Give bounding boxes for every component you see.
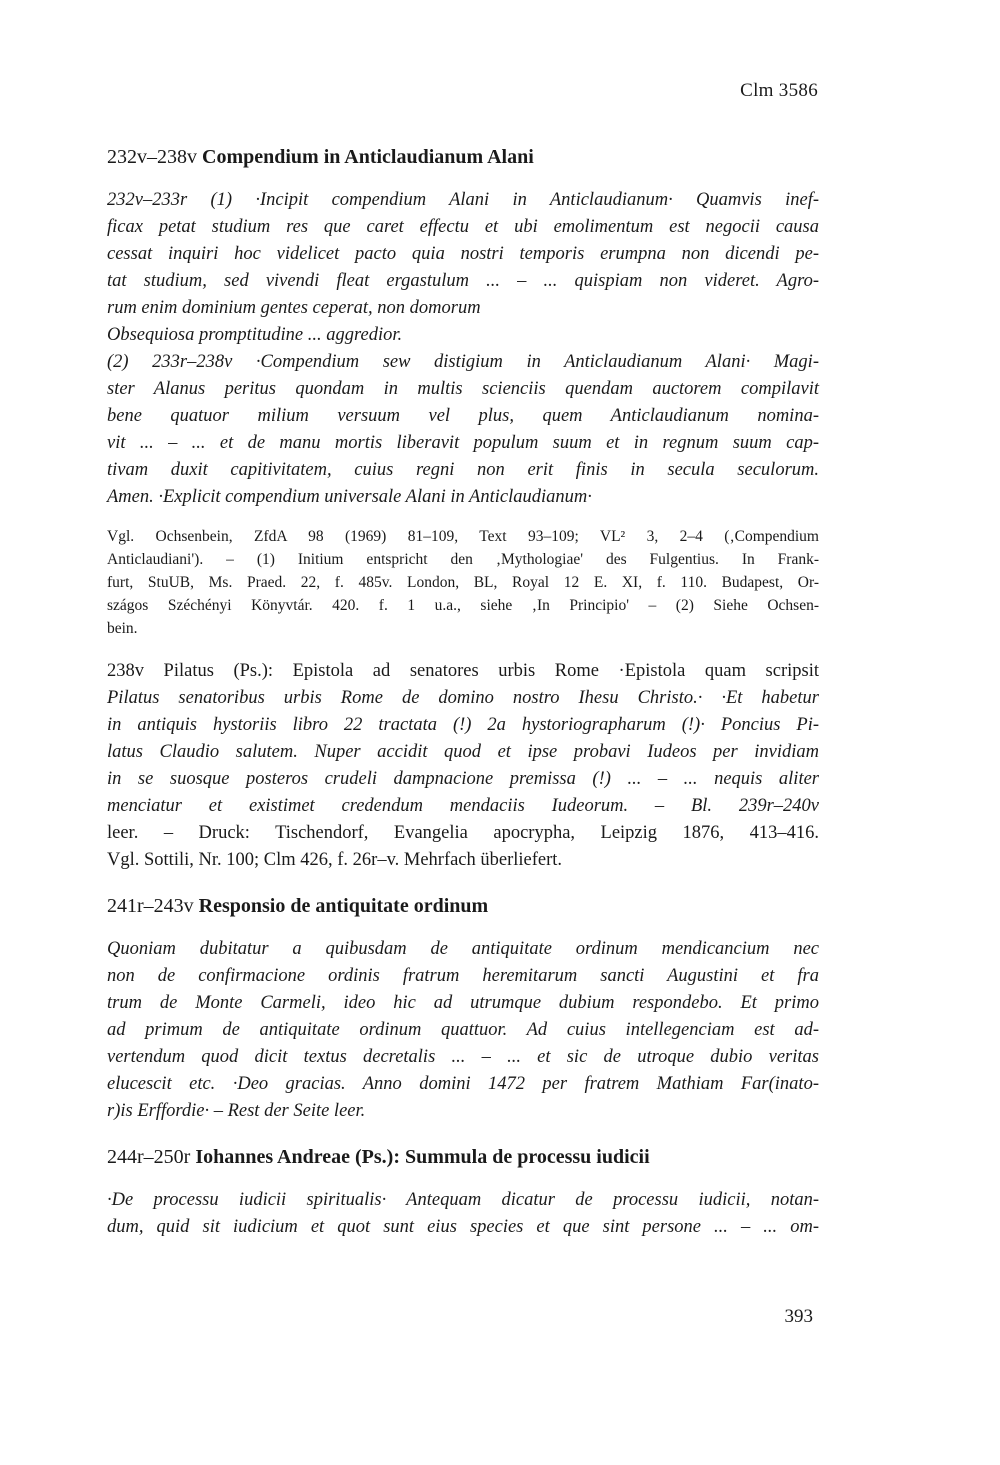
text-line: Pilatus senatoribus urbis Rome de domino nostro Ihesu Christo.· ·Et habetur [107,688,819,708]
entry-text [107,936,819,1125]
text-line: Obsequiosa promptitudine ... aggredior. [107,325,403,345]
entry-note [107,525,819,640]
entry-text [107,187,819,511]
entry-location: 232v–238v [107,146,197,168]
page-content [107,143,819,1241]
text-line: r)is Erffordie· – Rest der Seite leer. [107,1101,366,1121]
entry-title: Responsio de antiquitate ordinum [198,895,489,917]
page-number: 393 [784,1306,813,1327]
entry-heading [107,1143,819,1171]
entry-heading [107,892,819,920]
text-line: ·De processu iudicii spiritualis· Antequam dicatur de processu iudicii, notan- [107,1190,819,1210]
text-line: menciatur et existimet credendum mendaciis Iudeorum. – Bl. 239r–240v [107,796,819,816]
text-line: leer. – Druck: Tischendorf, Evangelia apocrypha, Leipzig 1876, 413–416. [107,823,819,843]
text-line: tivam duxit capitivitatem, cuius regni non erit finis in secula seculorum. [107,460,819,480]
text-line: ad primum de antiquitate ordinum quattuor. Ad cuius intellegenciam est ad- [107,1020,819,1040]
note-line: furt, StuUB, Ms. Praed. 22, f. 485v. London, BL, Royal 12 E. XI, f. 110. Budapest, Or- [107,574,819,591]
entry-title: Iohannes Andreae (Ps.): Summula de processu iudicii [195,1146,650,1168]
text-line: tat studium, sed vivendi fleat ergastulum ... – ... quispiam non videret. Agro- [107,271,819,291]
text-line: in antiquis hystoriis libro 22 tractata (!) 2a hystoriographarum (!)· Poncius Pi- [107,715,819,735]
note-line: szágos Széchényi Könyvtár. 420. f. 1 u.a., siehe ‚In Principio' – (2) Siehe Ochsen- [107,597,819,614]
note-line: bein. [107,620,138,637]
text-line: elucescit etc. ·Deo gracias. Anno domini 1472 per fratrem Mathiam Far(inato- [107,1074,819,1094]
text-line: Quoniam dubitatur a quibusdam de antiquitate ordinum mendicancium nec [107,939,819,959]
text-line: Amen. ·Explicit compendium universale Alani in Anticlaudianum· [107,487,592,507]
text-line: cessat inquiri hoc videlicet pacto quia nostri temporis erumpna non dicendi pe- [107,244,819,264]
entry-location: 241r–243v [107,895,194,917]
entry-location: 244r–250r [107,1146,191,1168]
text-line: in se suosque posteros crudeli dampnacione premissa (!) ... – ... nequis aliter [107,769,819,789]
text-line: bene quatuor milium versuum vel plus, quem Anticlaudianum nomina- [107,406,819,426]
text-line: Vgl. Sottili, Nr. 100; Clm 426, f. 26r–v. Mehrfach überliefert. [107,850,563,870]
note-line: Anticlaudiani'). – (1) Initium entspricht den ‚Mythologiae' des Fulgentius. In Frank- [107,551,819,568]
entry-heading [107,143,819,171]
text-line: 232v–233r (1) ·Incipit compendium Alani in Anticlaudianum· Quamvis inef- [107,190,819,210]
text-line: non de confirmacione ordinis fratrum heremitarum sancti Augustini et fra [107,966,819,986]
text-line: trum de Monte Carmeli, ideo hic ad utrumque dubium respondebo. Et primo [107,993,819,1013]
entry-text [107,658,819,874]
text-line: vit ... – ... et de manu mortis liberavit populum suum et in regnum suum cap- [107,433,819,453]
text-line: latus Claudio salutem. Nuper accidit quod et ipse probavi Iudeos per invidiam [107,742,819,762]
note-line: Vgl. Ochsenbein, ZfdA 98 (1969) 81–109, Text 93–109; VL² 3, 2–4 (‚Compendium [107,528,819,545]
text-line: (2) 233r–238v ·Compendium sew distigium in Anticlaudianum Alani· Magi- [107,352,819,372]
entry-title: Compendium in Anticlaudianum Alani [202,146,534,168]
text-line: ster Alanus peritus quondam in multis scienciis quendam auctorem compilavit [107,379,819,399]
text-line: rum enim dominium gentes ceperat, non domorum [107,298,481,318]
text-line: 238v Pilatus (Ps.): Epistola ad senatores urbis Rome ·Epistola quam scripsit [107,661,819,681]
text-line: ficax petat studium res que caret effectu et ubi emolimentum est negocii causa [107,217,819,237]
text-line: vertendum quod dicit textus decretalis ... – ... et sic de utroque dubio veritas [107,1047,819,1067]
text-line: dum, quid sit iudicium et quot sunt eius species et que sint persone ... – ... om- [107,1217,819,1237]
entry-text [107,1187,819,1241]
running-head: Clm 3586 [740,80,818,101]
